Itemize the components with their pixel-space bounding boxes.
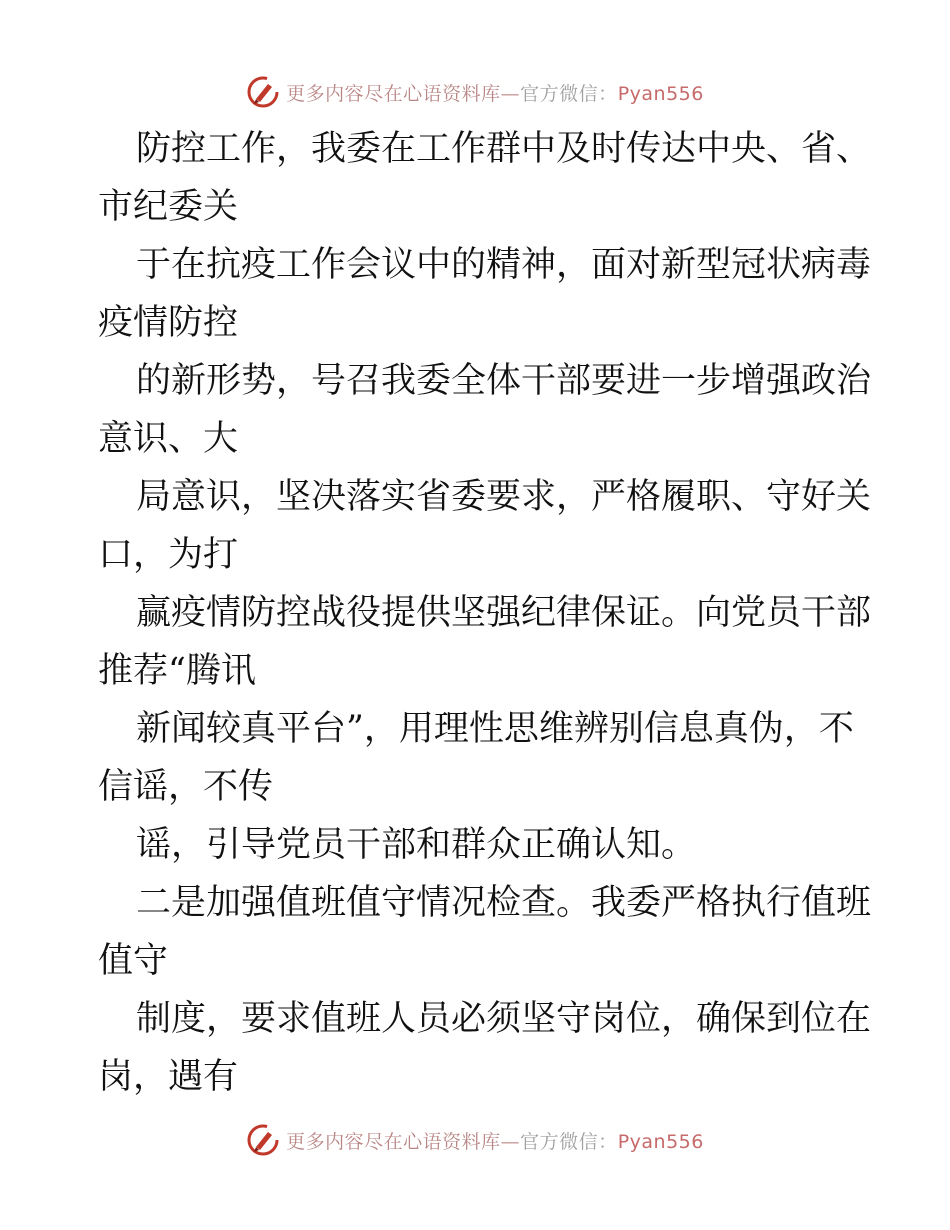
banner-title: 更多内容尽在心语资料库 [286,82,501,105]
text-line: 局意识，坚决落实省委要求，严格履职、守好关 [136,477,872,517]
banner-official-label: 官方微信： [520,82,618,105]
text-line: 谣，引导党员干部和群众正确认知。 [136,825,697,865]
footer-banner [0,1120,950,1160]
text-line: 的新形势，号召我委全体干部要进一步增强政治 [136,361,872,401]
text-line: 意识、大 [98,419,239,459]
text-line: 岗，遇有 [98,1057,239,1097]
banner-title: 更多内容尽在心语资料库 [286,1130,501,1153]
text-line: 市纪委关 [98,187,239,227]
text-line: 防控工作，我委在工作群中及时传达中央、省、 [136,129,872,169]
text-line: 于在抗疫工作会议中的精神，面对新型冠状病毒 [136,245,872,285]
text-line: 口，为打 [98,535,239,575]
banner-official-label: 官方微信： [520,1130,618,1153]
text-line: 推荐“腾讯 [98,651,256,691]
banner-separator: — [500,82,521,105]
document-body [98,120,872,1106]
banner-separator: — [500,1130,521,1153]
text-line: 制度，要求值班人员必须坚守岗位，确保到位在 [136,999,872,1039]
pen-logo-icon [246,75,280,109]
text-line: 二是加强值班值守情况检查。我委严格执行值班 [136,883,872,923]
banner-wechat-id: Pyan556 [617,82,704,105]
text-line: 值守 [98,941,169,981]
banner-wechat-id: Pyan556 [617,1130,704,1153]
text-line: 疫情防控 [98,303,239,343]
text-line: 信谣，不传 [98,767,274,807]
pen-logo-icon [246,1123,280,1157]
text-line: 赢疫情防控战役提供坚强纪律保证。向党员干部 [136,593,872,633]
header-banner [0,72,950,112]
text-line: 新闻较真平台”，用理性思维辨别信息真伪，不 [136,709,854,749]
